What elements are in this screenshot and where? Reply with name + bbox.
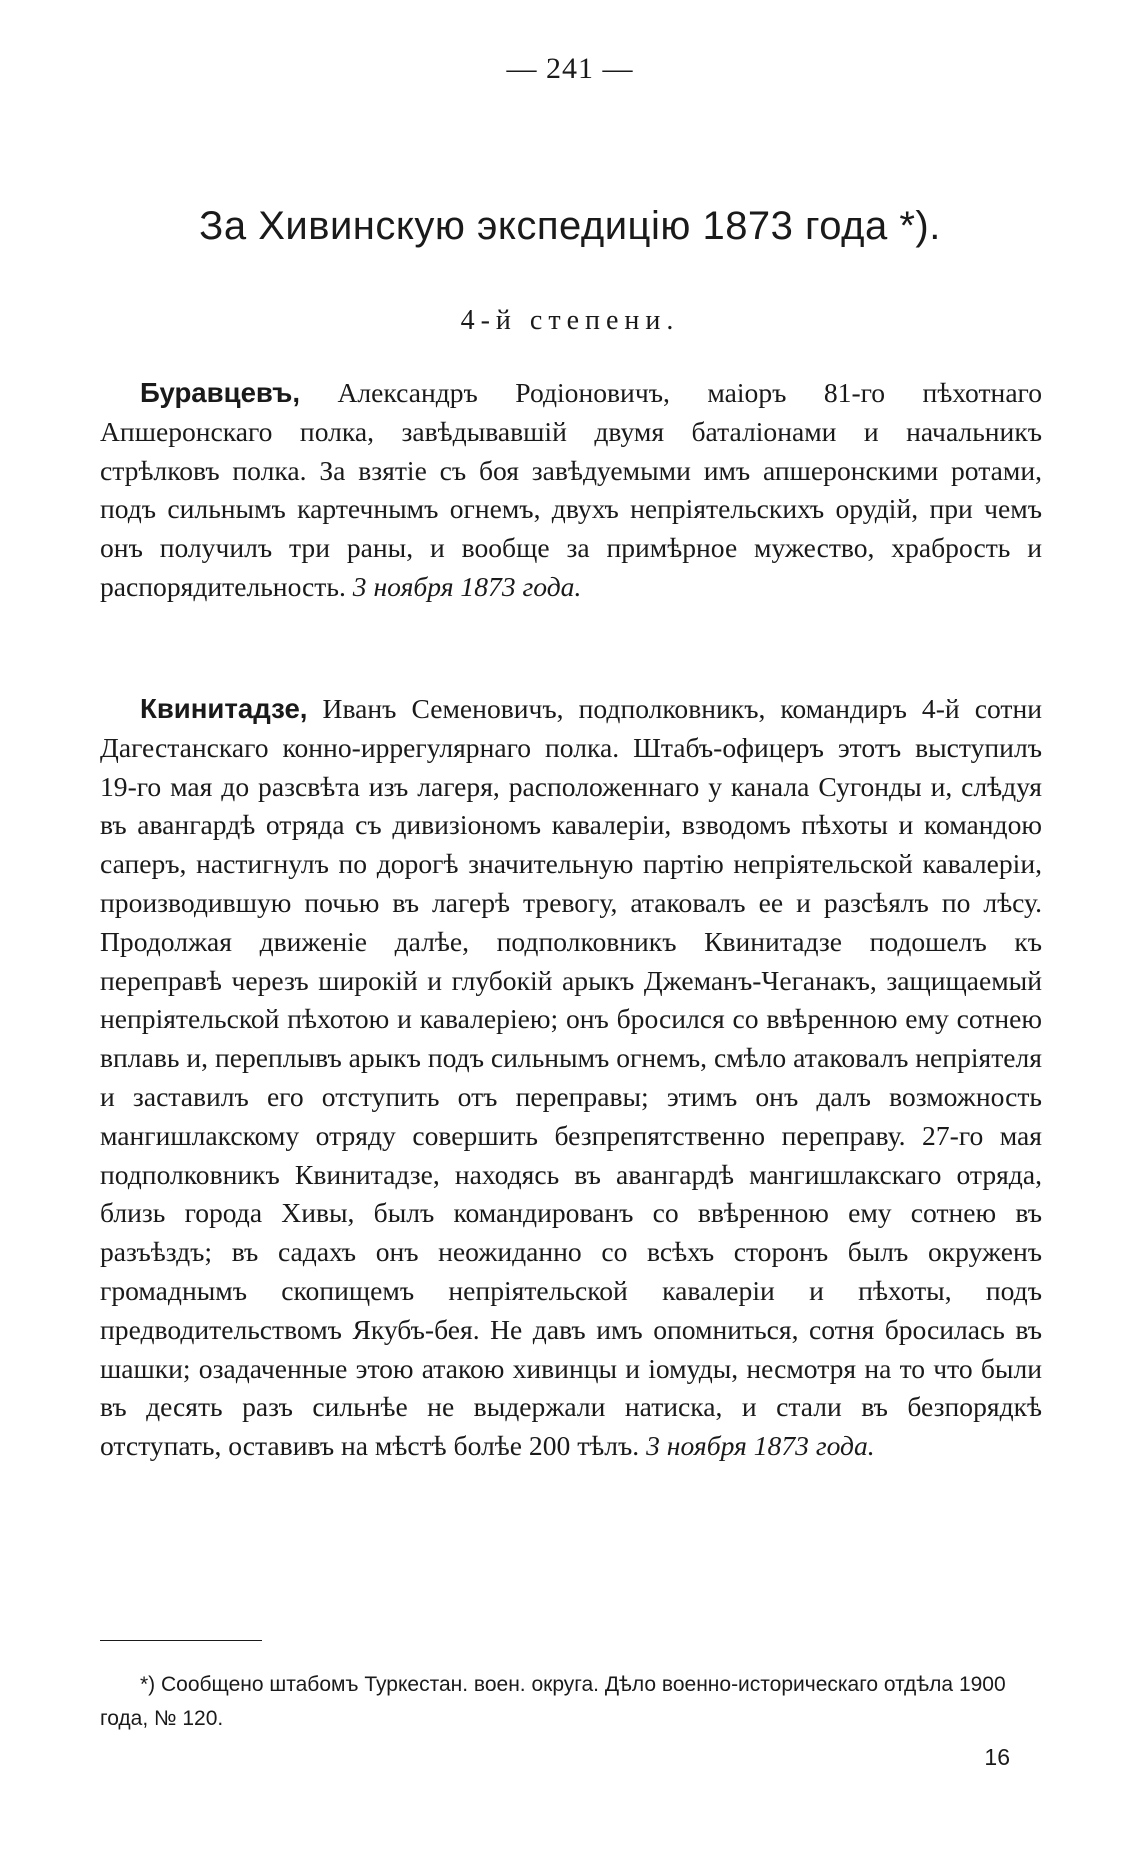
entry-text: Иванъ Семеновичъ, подполковникъ, командиръ 4-й сотни Дагестанскаго конно-иррегулярнаго полка. Штабъ-офицеръ этотъ выступилъ 19-го мая до разсвѣта изъ лагеря, расположеннаго у канала Сугонды и, слѣдуя въ авангардѣ отряда съ дивизіономъ кавалеріи, взводомъ пѣхоты и командою саперъ, настигнулъ по дорогѣ значительную партію непріятельской кавалеріи, производившую почью въ лагерѣ тревогу, атаковалъ ее и разсѣялъ по лѣсу. Продолжая движеніе далѣе, подполковникъ Квинитадзе подошелъ къ переправѣ черезъ широкій и глубокій арыкъ Джеманъ-Чеганакъ, защищаемый непріятельской пѣхотою и кавалеріею; онъ бросился со ввѣренною ему сотнею вплавь и, переплывъ арыкъ подъ сильнымъ огнемъ, смѣло атаковалъ непріятеля и заставилъ его отступить отъ переправы; этимъ онъ далъ возможность мангишлакскому отряду совершить безпрепятственно переправу. 27-го мая подполковникъ Квинитадзе, находясь въ авангардѣ мангишлакскаго отряда, близь города Хивы, былъ командированъ со ввѣренною ему сотнею въ разъѣздъ; въ садахъ онъ неожиданно со всѣхъ сторонъ былъ окруженъ громаднымъ скопищемъ непріятельской кавалеріи и пѣхоты, подъ предводительствомъ Якубъ-бея. Не давъ имъ опомниться, сотня бросилась въ шашки; озадаченные этою атакою хивинцы и іомуды, несмотря на то что были въ десять разъ сильнѣе не выдержали натиска, и стали въ безпорядкѣ отступать, оставивъ на мѣстѣ болѣе 200 тѣлъ.: [100, 693, 1042, 1462]
footnote-divider: [100, 1640, 262, 1641]
entry-date: 3 ноября 1873 года.: [646, 1430, 875, 1462]
footnote: *) Сообщено штабомъ Туркестан. воен. округа. Дѣло военно-историческаго отдѣла 1900 года, № 120.: [100, 1673, 1006, 1730]
degree-heading: 4-й степени.: [460, 305, 680, 336]
award-entry: [100, 374, 1042, 607]
award-entry: [100, 690, 1042, 1466]
page-number: — 241 —: [506, 52, 634, 85]
entry-text: Александръ Родіоновичъ, маіоръ 81-го пѣхотнаго Апшеронскаго полка, завѣдывавшій двумя баталіонами и начальникъ стрѣлковъ полка. За взятіе съ боя завѣдуемыми имъ апшеронскими ротами, подъ сильнымъ картечнымъ огнемъ, двухъ непріятельскихъ орудій, при чемъ онъ получилъ три раны, и вообще за примѣрное мужество, храбрость и распорядительность.: [100, 377, 1042, 602]
entry-date: 3 ноября 1873 года.: [352, 570, 582, 602]
signature-mark: 16: [984, 1744, 1010, 1770]
entry-surname: Буравцевъ,: [140, 377, 300, 408]
entry-surname: Квинитадзе,: [140, 693, 308, 724]
section-title: За Хивинскую экспедицію 1873 года *).: [199, 204, 941, 248]
